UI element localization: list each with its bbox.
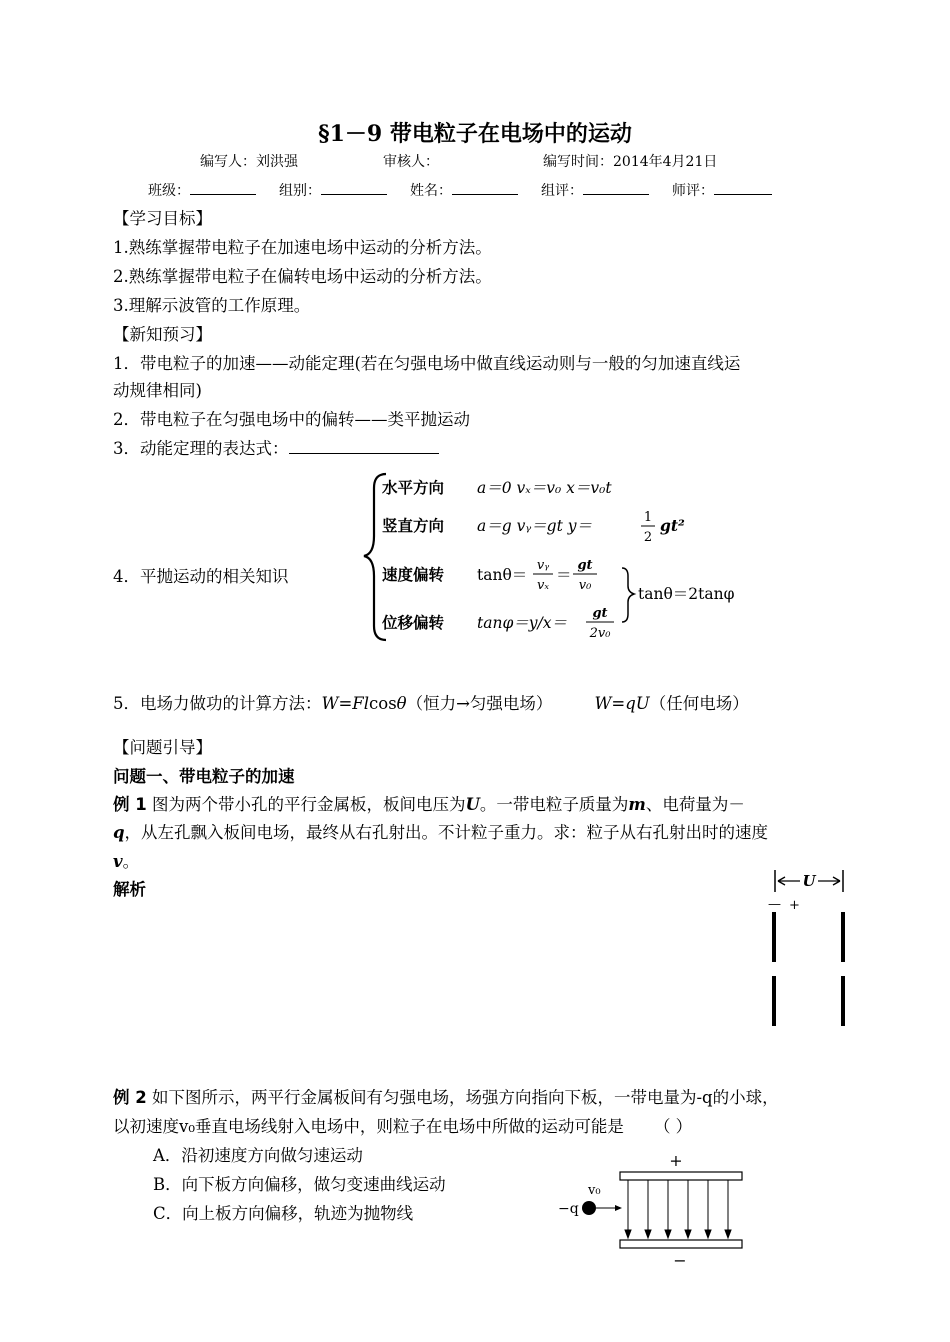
left-plate-bottom bbox=[772, 976, 776, 1026]
goals-heading: 【学习目标】 bbox=[113, 209, 212, 228]
velocity-label: v₀ bbox=[588, 1183, 601, 1198]
preview-1a: 1．带电粒子的加速——动能定理(若在匀强电场中做直线运动则与一般的匀加速直线运 bbox=[113, 354, 741, 373]
preview-1b: 动规律相同) bbox=[113, 381, 202, 400]
row4-label: 位移偏转 bbox=[382, 613, 445, 632]
plates-figure bbox=[764, 864, 854, 1032]
charged-ball bbox=[582, 1201, 596, 1215]
row1-eq: a＝0 vₓ＝v₀ x＝v₀t bbox=[477, 479, 612, 497]
group-eval-field: 组评： bbox=[541, 180, 649, 200]
row1-label: 水平方向 bbox=[382, 478, 445, 497]
class-field: 班级： bbox=[148, 180, 256, 200]
plus-sign: + bbox=[789, 898, 800, 913]
preview-5: 5．电场力做功的计算方法：W=Flcosθ（恒力→匀强电场） W=qU（任何电场） bbox=[113, 694, 749, 713]
row3-f2-den: v₀ bbox=[578, 578, 592, 593]
example1-line3: v。 bbox=[113, 852, 140, 871]
charge-label: −q bbox=[558, 1201, 579, 1217]
example2-line1: 例 2 如下图所示，两平行金属板间有匀强电场，场强方向指向下板，一带电量为-q的小球， bbox=[113, 1088, 779, 1107]
relation: tanθ＝2tanφ bbox=[638, 585, 735, 603]
goal-3: 3.理解示波管的工作原理。 bbox=[113, 296, 311, 315]
bottom-plate-minus: − bbox=[673, 1251, 687, 1270]
goal-1: 1.熟练掌握带电粒子在加速电场中运动的分析方法。 bbox=[113, 238, 492, 257]
reviewer: 审核人： bbox=[383, 154, 439, 170]
option-b: B．向下板方向偏移，做匀变速曲线运动 bbox=[153, 1175, 446, 1194]
right-brace-icon bbox=[622, 568, 634, 622]
row2-eq-b: gt² bbox=[660, 516, 685, 535]
voltage-label: U bbox=[802, 872, 816, 890]
example1-line1: 例 1 图为两个带小孔的平行金属板，板间电压为U。一带电粒子质量为m、电荷量为－ bbox=[113, 795, 745, 814]
field-lines bbox=[625, 1180, 731, 1238]
row4-eq: tanφ＝y/x＝ bbox=[477, 614, 568, 632]
example2-line2: 以初速度v₀垂直电场线射入电场中，则粒子在电场中所做的运动可能是 （ ） bbox=[113, 1117, 693, 1136]
preview-4: 4．平抛运动的相关知识 bbox=[113, 567, 289, 586]
row2-eq-a: a＝g vᵧ＝gt y＝ bbox=[477, 517, 593, 535]
preview-3: 3．动能定理的表达式： bbox=[113, 435, 439, 459]
projectile-formula-figure bbox=[360, 468, 780, 648]
top-plate-plus: + bbox=[669, 1151, 683, 1170]
option-c: C．向上板方向偏移，轨迹为抛物线 bbox=[153, 1204, 414, 1223]
row3-f1-den: vₓ bbox=[537, 578, 549, 593]
page-title: §1－9 带电粒子在电场中的运动 bbox=[318, 121, 632, 147]
date: 编写时间：2014年4月21日 bbox=[543, 154, 718, 170]
teacher-eval-field: 师评： bbox=[672, 180, 772, 200]
row3-eq: tanθ＝ bbox=[477, 566, 528, 584]
preview-heading: 【新知预习】 bbox=[113, 325, 212, 344]
minus-sign: — bbox=[768, 897, 781, 912]
example1-line2: q，从左孔飘入板间电场，最终从右孔射出。不计粒子重力。求：粒子从右孔射出时的速度 bbox=[113, 823, 769, 842]
right-plate-bottom bbox=[841, 976, 845, 1026]
row2-frac-den: 2 bbox=[643, 530, 653, 545]
guide-heading: 【问题引导】 bbox=[113, 738, 212, 757]
option-a: A．沿初速度方向做匀速运动 bbox=[153, 1146, 363, 1165]
bottom-plate bbox=[620, 1240, 742, 1248]
group-field: 组别： bbox=[279, 180, 387, 200]
row4-f-den: 2v₀ bbox=[589, 626, 611, 641]
field-figure bbox=[552, 1148, 752, 1272]
analysis-label: 解析 bbox=[113, 880, 146, 899]
top-plate bbox=[620, 1172, 742, 1180]
right-plate-top bbox=[841, 912, 845, 962]
row3-label: 速度偏转 bbox=[382, 565, 445, 584]
left-plate-top bbox=[772, 912, 776, 962]
problem1-heading: 问题一、带电粒子的加速 bbox=[113, 767, 295, 786]
preview-2: 2．带电粒子在匀强电场中的偏转——类平抛运动 bbox=[113, 410, 470, 429]
name-field: 姓名： bbox=[410, 180, 518, 200]
goal-2: 2.熟练掌握带电粒子在偏转电场中运动的分析方法。 bbox=[113, 267, 492, 286]
row3-f2-num: gt bbox=[577, 558, 593, 573]
row2-label: 竖直方向 bbox=[382, 516, 445, 535]
row3-f1-num: vᵧ bbox=[536, 558, 550, 573]
row2-frac-num: 1 bbox=[643, 510, 653, 525]
row4-f-num: gt bbox=[592, 606, 608, 621]
row3-eq-mid: ＝ bbox=[556, 566, 572, 584]
author: 编写人：刘洪强 bbox=[200, 154, 298, 170]
